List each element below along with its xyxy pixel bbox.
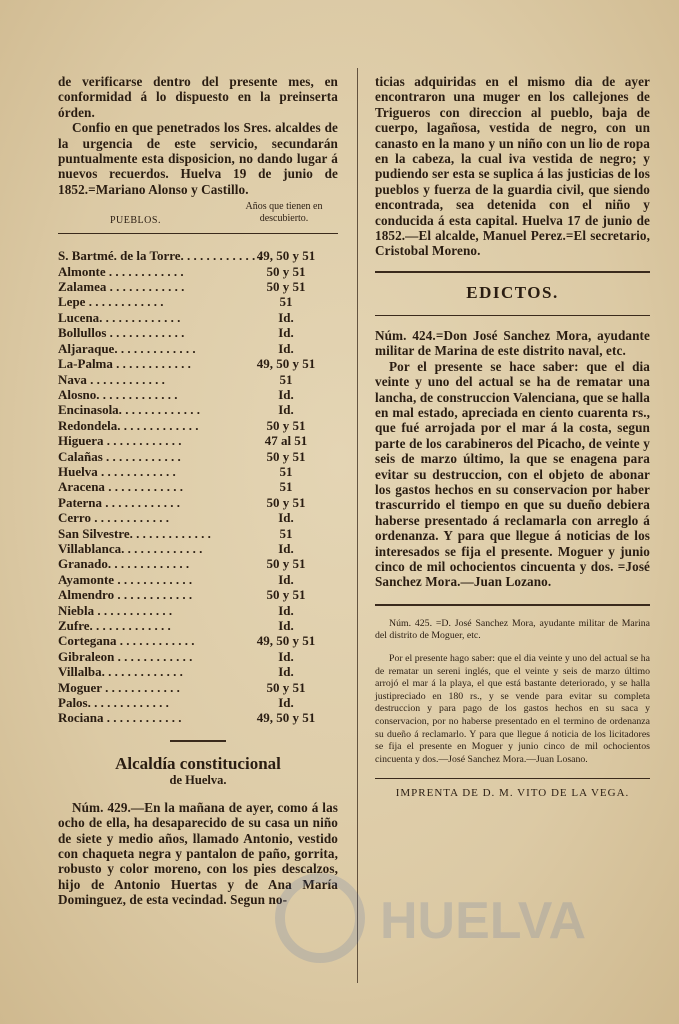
pueblo-cell — [58, 433, 236, 448]
notice-425-body: Por el presente hago saber: que el dia veinte y uno del actual se ha de rematar un sereni inglés, que el veinte y seis de marzo último arrojó el mar á la playa, el que está bastante deteriorado, y se halla justipreciado en 180 rs., y se vende para evitar su completa destruccion y para pago de los gastos hechos en su saca y conservacion, por no haberse presentado en el termino de ordenanza su dueño á reclamarlo. Y para que llegue á noticia de los licitadores se fija el presente en Moguer y junio cinco de mil ochocientos cincuenta y dos.—José Sanchez Mora.—Juan Losano. — [375, 652, 650, 765]
continuation-paragraph: ticias adquiridas en el mismo dia de ayer encontraron una muger en los callejones de Trigueros con direccion al pueblo, baja de cuerpo, lagañosa, vestida de negro, con un canasto en la mano y un niño con un lio de ropa en la cabeza, la cual iva vestida de negro; y pudiendo ser esta se suplica á las justicias de los pueblos y fuerza de la guardia civil, que siendo encontrada, sea detenida con el niño y conducida á esta capital. Huelva 17 de junio de 1852.—El alcalde, Manuel Perez.=El secretario, Cristobal Moreno. — [375, 74, 650, 259]
leader-dots: . . . . . . . . . . . . — [114, 587, 193, 603]
table-header-rule — [58, 233, 338, 234]
pueblo-name: S. Bartmé. de la Torre. — [58, 248, 184, 264]
pueblo-name: Almendro — [58, 587, 115, 603]
table-row — [58, 387, 338, 402]
pueblo-years: Id. — [278, 386, 294, 402]
pueblo-name: Zufre. — [58, 618, 93, 633]
pueblo-cell — [58, 402, 236, 417]
pueblo-cell — [58, 387, 236, 402]
pueblo-cell — [58, 479, 236, 494]
pueblo-cell — [58, 633, 236, 648]
pueblo-years: 49, 50 y 51 — [256, 356, 316, 372]
pueblo-years: Id. — [278, 325, 294, 341]
pueblo-years: 50 y 51 — [266, 279, 306, 295]
pueblo-name: Encinasola. — [58, 402, 122, 418]
pueblo-cell — [58, 572, 236, 587]
leader-dots: . . . . . . . . . . . . — [103, 710, 182, 726]
pueblo-years: 51 — [279, 525, 293, 541]
table-row — [58, 695, 338, 710]
leader-dots: . . . . . . . . . . . . — [114, 571, 193, 587]
rule-below-edictos — [375, 315, 650, 316]
notice-424-body: Por el presente se hace saber: que el dia veinte y uno del actual se ha de rematar una lancha, de construccion Valenciana, que se halla en mal estado, apreciada en ciento cuarenta rs., que fué arrojada por el mar á la costa, segun parte de los carabineros del Picacho, de veinte y seis de marzo último, la que se enagena para evitar su destruccion, con el objeto de abonar los gastos hechos en su conservacion por haber trascurrido el tiempo en que su dueño debiera haberse presentado á reclamarla con arreglo á ordenanza. Y para que llegue á noticias de los interesados se fija el presente. Moguer y junio cinco de mil ochocientos cincuenta y dos. =José Sanchez Mora.—Juan Lozano. — [375, 358, 650, 590]
pueblo-years: Id. — [278, 340, 294, 356]
pueblo-cell — [58, 649, 236, 664]
pueblo-cell — [58, 526, 236, 541]
rule-above-425 — [375, 604, 650, 606]
pueblo-years: 51 — [279, 371, 293, 387]
pueblo-name: Paterna — [58, 494, 103, 510]
pueblo-name: Lucena. — [58, 309, 103, 325]
pueblo-name: Bollullos — [58, 325, 107, 341]
pueblo-years: 49, 50 y 51 — [256, 248, 316, 264]
pueblo-years: Id. — [278, 602, 294, 618]
table-row — [58, 372, 338, 387]
pueblo-cell — [58, 418, 236, 433]
pueblo-name: Cortegana — [58, 633, 117, 649]
table-row — [58, 603, 338, 618]
pueblo-cell — [58, 495, 236, 510]
leader-dots: . . . . . . . . . . . . — [97, 463, 176, 479]
pueblo-name: Huelva — [58, 463, 98, 479]
pueblo-name: Rociana — [58, 710, 104, 726]
pueblo-name: San Silvestre. — [58, 525, 133, 541]
col-header-pueblos: PUEBLOS. — [110, 215, 161, 227]
pueblo-name: Palos. — [58, 695, 91, 711]
pueblo-name: Aracena — [58, 479, 105, 495]
table-row — [58, 541, 338, 556]
table-row — [58, 279, 338, 294]
leader-dots: . . . . . . . . . . . . — [86, 371, 165, 387]
pueblo-years: 51 — [279, 294, 293, 310]
intro-paragraph-1: de verificarse dentro del presente mes, en conformidad á lo dispuesto en la preinserta órden. — [58, 74, 338, 120]
leader-dots: . . . . . . . . . . . . — [117, 340, 196, 356]
pueblo-years: Id. — [278, 695, 294, 711]
rule-above-edictos — [375, 271, 650, 273]
pueblo-name: Granado. — [58, 556, 112, 572]
table-row — [58, 680, 338, 695]
pueblo-name: Calañas — [58, 448, 103, 464]
notice-429: Núm. 429.—En la mañana de ayer, como á las ocho de ella, ha desaparecido de su casa un niño de siete y medio años, llamado Antonio, vestido con chaqueta negra y pantalon de paño, gorrita, robusto y color moreno, con los pies descalzos, hijo de Antonio Huertas y de Ana María Dominguez, de esta vecindad. Segun no- — [58, 799, 338, 908]
pueblo-cell — [58, 587, 236, 602]
table-row — [58, 264, 338, 279]
leader-dots: . . . . . . . . . . . . — [124, 540, 203, 556]
pueblo-name: Lepe — [58, 294, 86, 310]
pueblo-years: 49, 50 y 51 — [256, 710, 316, 726]
pueblo-name: Alosno. — [58, 386, 100, 402]
pueblo-years: Id. — [278, 309, 294, 325]
pueblo-cell — [58, 680, 236, 695]
pueblo-cell — [58, 664, 236, 679]
watermark-text: HUELVA — [380, 892, 587, 950]
leader-dots: . . . . . . . . . . . . — [102, 309, 181, 325]
leader-dots: . . . . . . . . . . . . — [85, 294, 164, 310]
leader-dots: . . . . . . . . . . . . — [120, 417, 199, 433]
pueblo-cell — [58, 356, 236, 371]
pueblo-years: 50 y 51 — [266, 587, 306, 603]
pueblo-years: Id. — [278, 402, 294, 418]
pueblo-name: Gibraleon — [58, 648, 115, 664]
pueblo-name: Aljaraque. — [58, 340, 118, 356]
leader-dots: . . . . . . . . . . . . — [106, 325, 185, 341]
table-row — [58, 649, 338, 664]
leader-dots: . . . . . . . . . . . . — [121, 402, 200, 418]
pueblo-cell — [58, 449, 236, 464]
pueblo-years: 50 y 51 — [266, 263, 306, 279]
pueblo-name: Nava — [58, 371, 87, 387]
table-row — [58, 556, 338, 571]
pueblo-years: 50 y 51 — [266, 417, 306, 433]
table-row — [58, 341, 338, 356]
leader-dots: . . . . . . . . . . . . — [104, 664, 183, 680]
table-row — [58, 587, 338, 602]
pueblo-cell — [58, 556, 236, 571]
leader-dots: . . . . . . . . . . . . — [90, 510, 169, 526]
pueblo-name: Moguer — [58, 679, 102, 695]
pueblo-years: 51 — [279, 463, 293, 479]
table-row — [58, 418, 338, 433]
pueblo-cell — [58, 264, 236, 279]
pueblo-years: 49, 50 y 51 — [256, 633, 316, 649]
pueblo-name: La-Palma — [58, 356, 113, 372]
leader-dots: . . . . . . . . . . . . — [102, 448, 181, 464]
pueblo-years: 50 y 51 — [266, 448, 306, 464]
table-row — [58, 325, 338, 340]
pueblo-cell — [58, 603, 236, 618]
left-column — [58, 74, 338, 908]
table-row — [58, 479, 338, 494]
pueblo-years: Id. — [278, 664, 294, 680]
leader-dots: . . . . . . . . . . . . — [99, 386, 178, 402]
leader-dots: . . . . . . . . . . . . — [94, 602, 173, 618]
pueblo-name: Villablanca. — [58, 540, 125, 556]
column-divider — [357, 68, 358, 983]
table-row — [58, 464, 338, 479]
pueblo-cell — [58, 279, 236, 294]
pueblo-years: 50 y 51 — [266, 494, 306, 510]
table-row — [58, 510, 338, 525]
alcaldia-title: Alcaldía constitucional — [115, 753, 281, 773]
leader-dots: . . . . . . . . . . . . — [106, 279, 185, 295]
table-row — [58, 433, 338, 448]
pueblo-years: Id. — [278, 540, 294, 556]
pueblo-years: Id. — [278, 618, 294, 633]
leader-dots: . . . . . . . . . . . . — [90, 695, 169, 711]
table-row — [58, 294, 338, 309]
table-row — [58, 664, 338, 679]
edictos-heading: EDICTOS. — [466, 282, 559, 302]
table-row — [58, 526, 338, 541]
table-row — [58, 572, 338, 587]
pueblo-years: 47 al 51 — [264, 433, 308, 449]
pueblo-cell — [58, 510, 236, 525]
pueblo-cell — [58, 464, 236, 479]
leader-dots: . . . . . . . . . . . . — [132, 525, 211, 541]
pueblo-years: Id. — [278, 648, 294, 664]
pueblo-name: Almonte — [58, 263, 106, 279]
table-row — [58, 495, 338, 510]
pueblo-cell — [58, 541, 236, 556]
leader-dots: . . . . . . . . . . . . — [104, 479, 183, 495]
right-column — [375, 74, 650, 799]
notice-425-heading: Núm. 425. =D. José Sanchez Mora, ayudante militar de Marina del distrito de Moguer, etc. — [375, 617, 650, 642]
table-row — [58, 310, 338, 325]
table-header — [58, 201, 338, 227]
table-row — [58, 618, 338, 633]
leader-dots: . . . . . . . . . . . . — [114, 648, 193, 664]
pueblo-years: Id. — [278, 571, 294, 587]
table-row — [58, 710, 338, 725]
pueblo-cell — [58, 372, 236, 387]
pueblo-name: Zalamea — [58, 279, 107, 295]
table-row — [58, 402, 338, 417]
leader-dots: . . . . . . . . . . . . — [111, 556, 190, 572]
pueblo-cell — [58, 248, 262, 264]
table-row — [58, 356, 338, 371]
pueblo-name: Cerro — [58, 510, 91, 526]
pueblo-name: Higuera — [58, 433, 104, 449]
leader-dots: . . . . . . . . . . . . — [183, 248, 262, 264]
intro-paragraph-2: Confio en que penetrados los Sres. alcaldes de la urgencia de este servicio, secundarán puntualmente esta disposicion, no dando lugar á nuevos recuerdos. Huelva 19 de junio de 1852.=Mariano Alonso y Castillo. — [58, 120, 338, 197]
leader-dots: . . . . . . . . . . . . — [105, 263, 184, 279]
pueblo-name: Villalba. — [58, 664, 105, 680]
pueblo-cell — [58, 695, 236, 710]
leader-dots: . . . . . . . . . . . . — [116, 633, 195, 649]
pueblo-years: 50 y 51 — [266, 679, 306, 695]
table-row — [58, 449, 338, 464]
notice-424-heading: Núm. 424.=Don José Sanchez Mora, ayudante militar de Marina de este distrito naval, etc. — [375, 327, 650, 359]
leader-dots: . . . . . . . . . . . . — [103, 433, 182, 449]
pueblo-cell — [58, 341, 236, 356]
pueblo-years: 51 — [279, 479, 293, 495]
alcaldia-subtitle: de Huelva. — [169, 772, 227, 787]
leader-dots: . . . . . . . . . . . . — [92, 618, 171, 633]
section-divider — [170, 740, 226, 742]
pueblo-cell — [58, 710, 236, 725]
pueblo-name: Ayamonte — [58, 571, 115, 587]
imprenta-footer: IMPRENTA DE D. M. VITO DE LA VEGA. — [395, 787, 630, 800]
rule-above-imprenta — [375, 778, 650, 779]
leader-dots: . . . . . . . . . . . . — [101, 679, 180, 695]
pueblo-cell — [58, 618, 236, 633]
table-row — [58, 248, 338, 263]
pueblo-name: Niebla — [58, 602, 95, 618]
pueblo-cell — [58, 294, 236, 309]
pueblos-table — [58, 248, 338, 726]
pueblo-name: Redondela. — [58, 417, 121, 433]
pueblo-years: Id. — [278, 510, 294, 526]
pueblo-cell — [58, 325, 236, 340]
leader-dots: . . . . . . . . . . . . — [112, 356, 191, 372]
table-row — [58, 633, 338, 648]
leader-dots: . . . . . . . . . . . . — [102, 494, 181, 510]
pueblo-cell — [58, 310, 236, 325]
pueblo-years: 50 y 51 — [266, 556, 306, 572]
col-header-anos: Años que tienen en descubierto. — [245, 201, 323, 225]
